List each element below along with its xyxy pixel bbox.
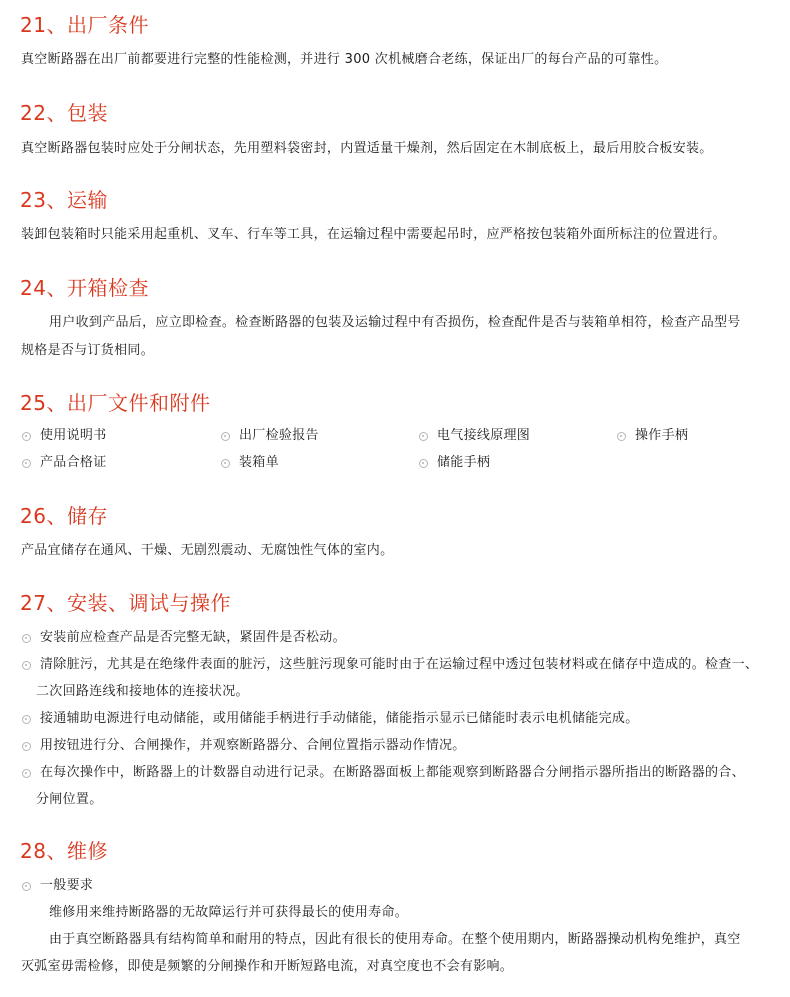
- attachment-item: 操作手柄: [617, 424, 688, 448]
- bullet-icon: [22, 634, 31, 643]
- bullet-icon: [22, 459, 31, 468]
- section-21-text: 真空断路器在出厂前都要进行完整的性能检测，并进行 300 次机械磨合老练，保证出厂的每台产品的可靠性。: [21, 52, 668, 67]
- section-22-title: 22、包装: [20, 101, 108, 125]
- list-item: 接通辅助电源进行电动储能，或用储能手柄进行手动储能，储能指示显示已储能时表示电机储能完成。: [22, 705, 639, 733]
- section-22-text: 真空断路器包装时应处于分闸状态，先用塑料袋密封，内置适量干燥剂，然后固定在木制底板上，最后用胶合板安装。: [21, 141, 713, 156]
- bullet-icon: [419, 432, 428, 441]
- list-item: 一般要求: [22, 872, 93, 900]
- section-26-title: 26、储存: [20, 504, 108, 528]
- attachment-item: 装箱单: [221, 451, 279, 475]
- bullet-icon: [22, 661, 31, 670]
- bullet-icon: [419, 459, 428, 468]
- attachment-item: 储能手柄: [419, 451, 490, 475]
- list-item: 用按钮进行分、合闸操作，并观察断路器分、合闸位置指示器动作情况。: [22, 732, 466, 760]
- section-24-title: 24、开箱检查: [20, 276, 149, 300]
- attachment-item: 产品合格证: [22, 451, 107, 475]
- bullet-icon: [22, 769, 31, 778]
- attachment-item: 出厂检验报告: [221, 424, 319, 448]
- section-28-text-p2-line2: 灭弧室毋需检修，即使是频繁的分闸操作和开断短路电流，对真空度也不会有影响。: [21, 959, 514, 974]
- section-25-title: 25、出厂文件和附件: [20, 391, 211, 415]
- attachment-item: 电气接线原理图: [419, 424, 530, 448]
- list-item: 安装前应检查产品是否完整无缺，紧固件是否松动。: [22, 624, 346, 652]
- section-23-title: 23、运输: [20, 188, 108, 212]
- bullet-icon: [22, 742, 31, 751]
- section-26-text: 产品宜储存在通风、干燥、无剧烈震动、无腐蚀性气体的室内。: [21, 543, 394, 558]
- bullet-icon: [22, 882, 31, 891]
- section-24-text-line2: 规格是否与订货相同。: [21, 343, 155, 358]
- list-item: 在每次操作中，断路器上的计数器自动进行记录。在断路器面板上都能观察到断路器合分闸指示器所指出的断路器的合、: [22, 759, 745, 787]
- list-item-continuation: 分闸位置。: [36, 792, 103, 807]
- section-24-text-line1: 用户收到产品后，应立即检查。检查断路器的包装及运输过程中有否损伤，检查配件是否与装箱单相符，检查产品型号: [49, 315, 741, 330]
- attachment-item: 使用说明书: [22, 424, 107, 448]
- list-item: 清除脏污，尤其是在绝缘件表面的脏污，这些脏污现象可能时由于在运输过程中透过包装材料或在储存中造成的。检查一、: [22, 651, 758, 679]
- bullet-icon: [22, 715, 31, 724]
- bullet-icon: [22, 432, 31, 441]
- bullet-icon: [617, 432, 626, 441]
- section-28-title: 28、维修: [20, 839, 108, 863]
- bullet-icon: [221, 432, 230, 441]
- section-23-text: 装卸包装箱时只能采用起重机、叉车、行车等工具，在运输过程中需要起吊时，应严格按包装箱外面所标注的位置进行。: [21, 227, 726, 242]
- section-27-title: 27、安装、调试与操作: [20, 591, 231, 615]
- section-28-text-p1: 维修用来维持断路器的无故障运行并可获得最长的使用寿命。: [49, 905, 409, 920]
- bullet-icon: [221, 459, 230, 468]
- list-item-continuation: 二次回路连线和接地体的连接状况。: [36, 684, 249, 699]
- section-21-title: 21、出厂条件: [20, 13, 149, 37]
- section-28-text-p2-line1: 由于真空断路器具有结构简单和耐用的特点，因此有很长的使用寿命。在整个使用期内，断路器操动机构免维护，真空: [49, 932, 741, 947]
